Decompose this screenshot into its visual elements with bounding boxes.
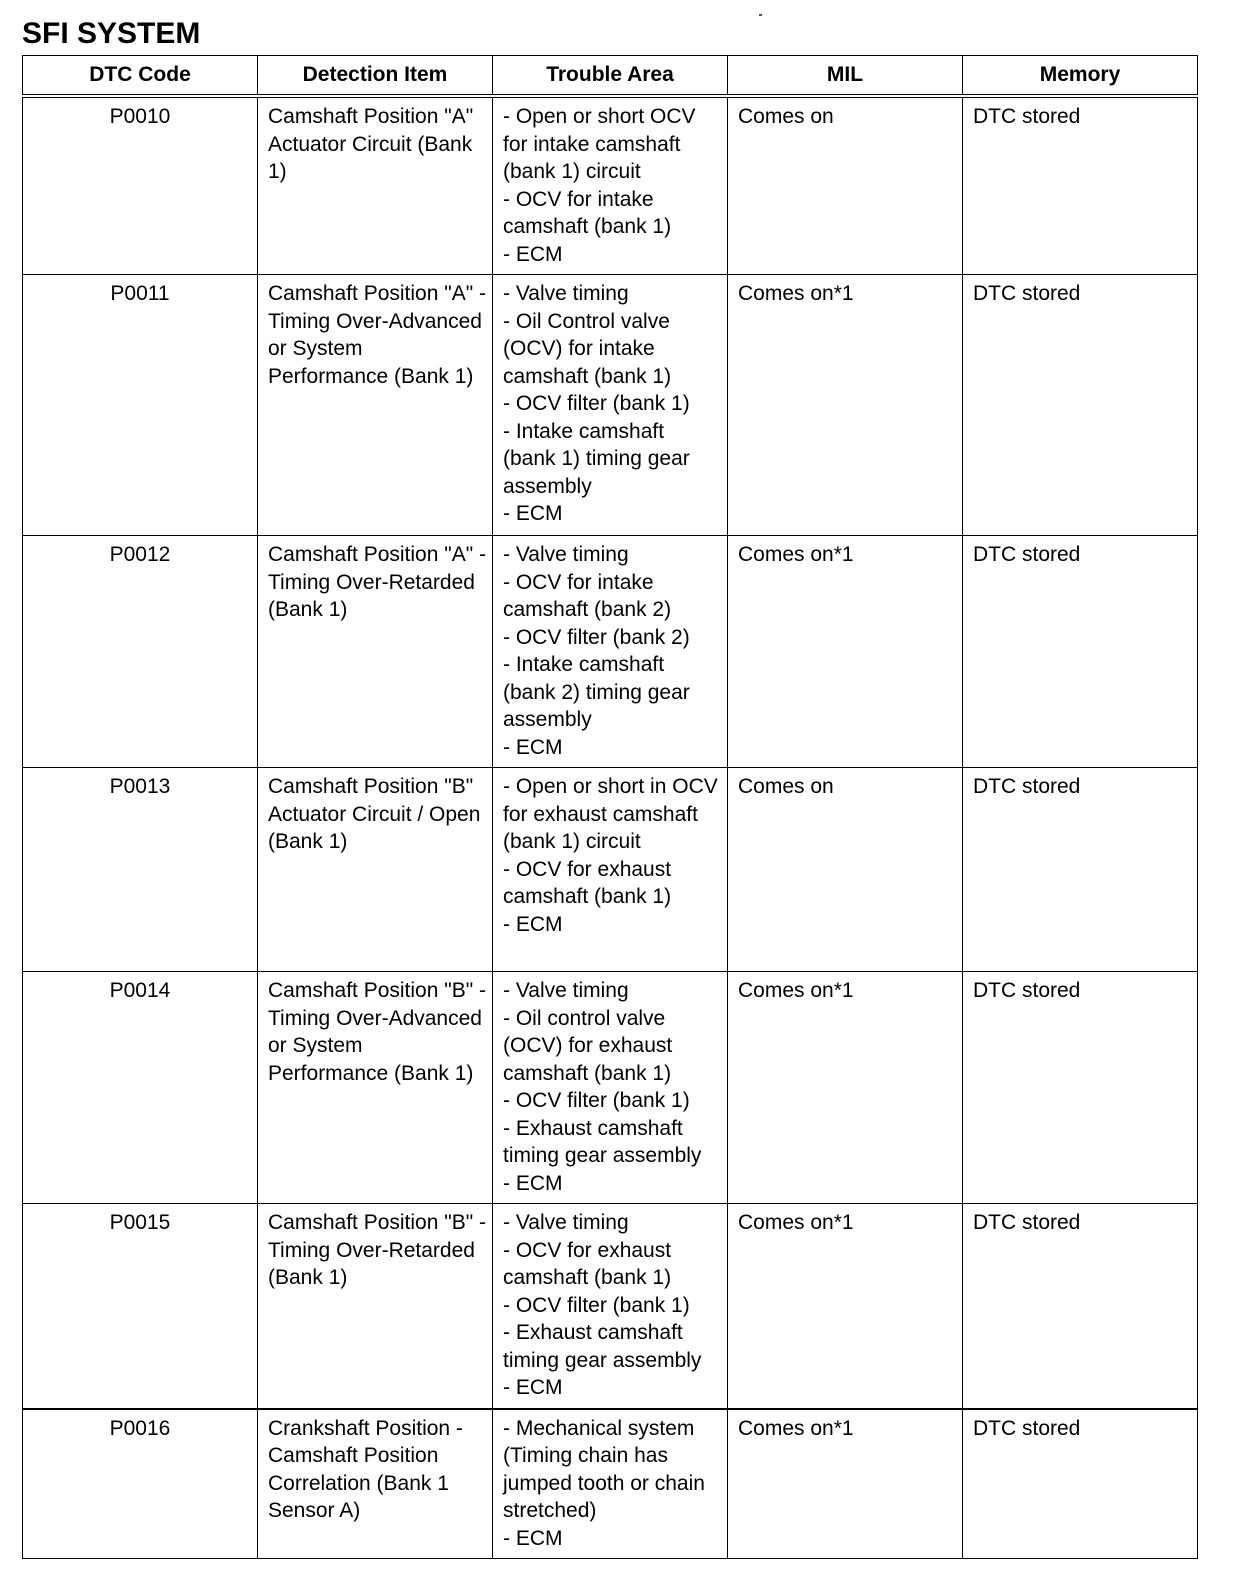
trouble-area-cell: [493, 275, 728, 536]
trouble-area-line: - Intake camshaft (bank 2) timing gear assembly: [503, 653, 690, 731]
trouble-area-line: - ECM: [503, 735, 563, 759]
trouble-area-line: - OCV for intake camshaft (bank 2): [503, 570, 672, 621]
stray-mark: [759, 14, 762, 16]
table-row: [23, 536, 1198, 768]
mil-cell: Comes on*1: [728, 972, 963, 1204]
dtc-code-cell: P0011: [23, 275, 258, 536]
trouble-area-cell: [493, 536, 728, 768]
detection-item-cell: Camshaft Position "A" - Timing Over-Retarded (Bank 1): [258, 536, 493, 768]
trouble-area-line: - OCV for exhaust camshaft (bank 1): [503, 1238, 672, 1289]
trouble-area-line: - Valve timing: [503, 282, 629, 305]
trouble-area-line: - Mechanical system (Timing chain has jumped tooth or chain stretched): [503, 1416, 705, 1522]
memory-cell: DTC stored: [963, 972, 1198, 1204]
dtc-table: [22, 55, 1198, 1559]
table-row: [23, 96, 1198, 275]
trouble-area-line: - ECM: [503, 912, 563, 936]
header-dtc-code: DTC Code: [23, 56, 258, 97]
header-mil: MIL: [728, 56, 963, 97]
trouble-area-line: - OCV filter (bank 1): [503, 1293, 690, 1317]
trouble-area-line: - OCV filter (bank 1): [503, 1089, 690, 1112]
mil-cell: Comes on: [728, 768, 963, 972]
page-title: SFI SYSTEM: [22, 17, 201, 50]
trouble-area-line: - ECM: [503, 502, 563, 525]
mil-cell: Comes on*1: [728, 275, 963, 536]
detection-item-cell: Camshaft Position "A" Actuator Circuit (Bank 1): [258, 96, 493, 275]
memory-cell: DTC stored: [963, 1409, 1198, 1559]
dtc-code-cell: P0012: [23, 536, 258, 768]
memory-cell: DTC stored: [963, 768, 1198, 972]
trouble-area-line: - Exhaust camshaft timing gear assembly: [503, 1116, 702, 1167]
memory-cell: DTC stored: [963, 536, 1198, 768]
trouble-area-line: - Open or short in OCV for exhaust camshaft (bank 1) circuit: [503, 775, 718, 853]
trouble-area-cell: [493, 1204, 728, 1409]
table-header-row: [23, 56, 1198, 97]
trouble-area-line: - Oil control valve (OCV) for exhaust camshaft (bank 1): [503, 1006, 673, 1085]
trouble-area-line: - OCV for exhaust camshaft (bank 1): [503, 857, 672, 908]
trouble-area-line: - ECM: [503, 1526, 563, 1550]
table-row: [23, 1409, 1198, 1559]
trouble-area-cell: [493, 768, 728, 972]
table-row: [23, 275, 1198, 536]
dtc-code-cell: P0015: [23, 1204, 258, 1409]
header-detection-item: Detection Item: [258, 56, 493, 97]
trouble-area-line: - Oil Control valve (OCV) for intake camshaft (bank 1): [503, 309, 672, 388]
mil-cell: Comes on*1: [728, 536, 963, 768]
trouble-area-line: - Exhaust camshaft timing gear assembly: [503, 1321, 702, 1372]
header-trouble-area: Trouble Area: [493, 56, 728, 97]
trouble-area-cell: [493, 96, 728, 275]
trouble-area-line: - ECM: [503, 1376, 563, 1399]
trouble-area-line: - OCV filter (bank 2): [503, 625, 690, 649]
trouble-area-line: - OCV for intake camshaft (bank 1): [503, 187, 672, 238]
mil-cell: Comes on*1: [728, 1204, 963, 1409]
trouble-area-line: - Open or short OCV for intake camshaft (bank 1) circuit: [503, 105, 696, 183]
header-memory: Memory: [963, 56, 1198, 97]
mil-cell: Comes on: [728, 96, 963, 275]
trouble-area-line: - ECM: [503, 1171, 563, 1195]
trouble-area-line: - OCV filter (bank 1): [503, 392, 690, 415]
trouble-area-line: - ECM: [503, 242, 563, 266]
trouble-area-line: - Valve timing: [503, 543, 629, 566]
detection-item-cell: Camshaft Position "B" - Timing Over-Advanced or System Performance (Bank 1): [258, 972, 493, 1204]
dtc-code-cell: P0010: [23, 96, 258, 275]
trouble-area-line: - Valve timing: [503, 1211, 629, 1234]
trouble-area-cell: [493, 972, 728, 1204]
trouble-area-cell: [493, 1409, 728, 1559]
dtc-code-cell: P0014: [23, 972, 258, 1204]
table-row: [23, 768, 1198, 972]
memory-cell: DTC stored: [963, 96, 1198, 275]
detection-item-cell: Camshaft Position "A" - Timing Over-Advanced or System Performance (Bank 1): [258, 275, 493, 536]
memory-cell: DTC stored: [963, 275, 1198, 536]
memory-cell: DTC stored: [963, 1204, 1198, 1409]
trouble-area-line: - Valve timing: [503, 979, 629, 1002]
dtc-code-cell: P0016: [23, 1409, 258, 1559]
detection-item-cell: Camshaft Position "B" - Timing Over-Retarded (Bank 1): [258, 1204, 493, 1409]
table-row: [23, 972, 1198, 1204]
mil-cell: Comes on*1: [728, 1409, 963, 1559]
dtc-code-cell: P0013: [23, 768, 258, 972]
detection-item-cell: Crankshaft Position - Camshaft Position Correlation (Bank 1 Sensor A): [258, 1409, 493, 1559]
trouble-area-line: - Intake camshaft (bank 1) timing gear assembly: [503, 419, 690, 498]
detection-item-cell: Camshaft Position "B" Actuator Circuit / Open (Bank 1): [258, 768, 493, 972]
table-row: [23, 1204, 1198, 1409]
